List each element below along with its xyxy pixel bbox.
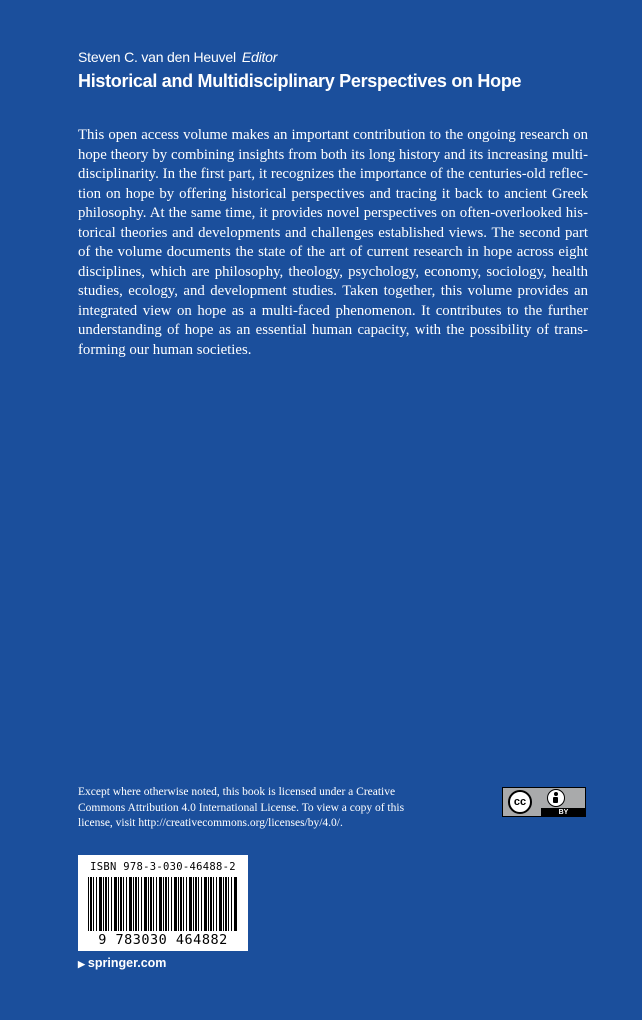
person-body (553, 797, 558, 803)
license-notice: Except where otherwise noted, this book is licensed under a Creative Commons Attribution 4.0 International License. To view a copy of this license, visit http://creativecommons.org/licenses/by/4.0/. (78, 786, 405, 829)
book-title: Historical and Multidisciplinary Perspectives on Hope (78, 71, 522, 91)
editor-name: Steven C. van den Heuvel (78, 49, 236, 65)
barcode-number: 9 783030 464882 (98, 932, 228, 948)
barcode-bars (88, 877, 238, 931)
badge-by-label: BY (558, 809, 569, 816)
person-head (554, 792, 558, 796)
editor-role: Editor (241, 49, 278, 65)
isbn-barcode (78, 855, 248, 951)
cc-by-license-badge (502, 787, 586, 817)
publisher-link[interactable] (78, 956, 166, 970)
isbn-label: ISBN 978-3-030-46488-2 (90, 861, 236, 873)
editor-line (78, 49, 277, 65)
triangle-right-icon: ▶ (78, 959, 85, 969)
publisher-url: springer.com (87, 956, 167, 970)
attribution-person-icon (547, 789, 565, 807)
cc-icon: cc (508, 790, 532, 814)
book-description: This open access volume makes an important contribution to the ongoing research on hope theory by combining insights from both its long history and its increasing multidisciplinarity. In the first part, it recognizes the importance of the centuries-old reflection on hope by offering historical perspectives and tracing it back to ancient Greek philosophy. At the same time, it provides novel perspectives on often-overlooked historical theories and developments and challenges established views. The second part of the volume documents the state of the art of current research in hope across eight disciplines, which are philosophy, theology, psychology, economy, sociology, health studies, ecology, and development studies. Taken together, this volume provides an integrated view on hope as a multi-faced phenomenon. It contributes to the further understanding of hope as an essential human capacity, with the possibility of transforming our human societies. (78, 127, 588, 358)
